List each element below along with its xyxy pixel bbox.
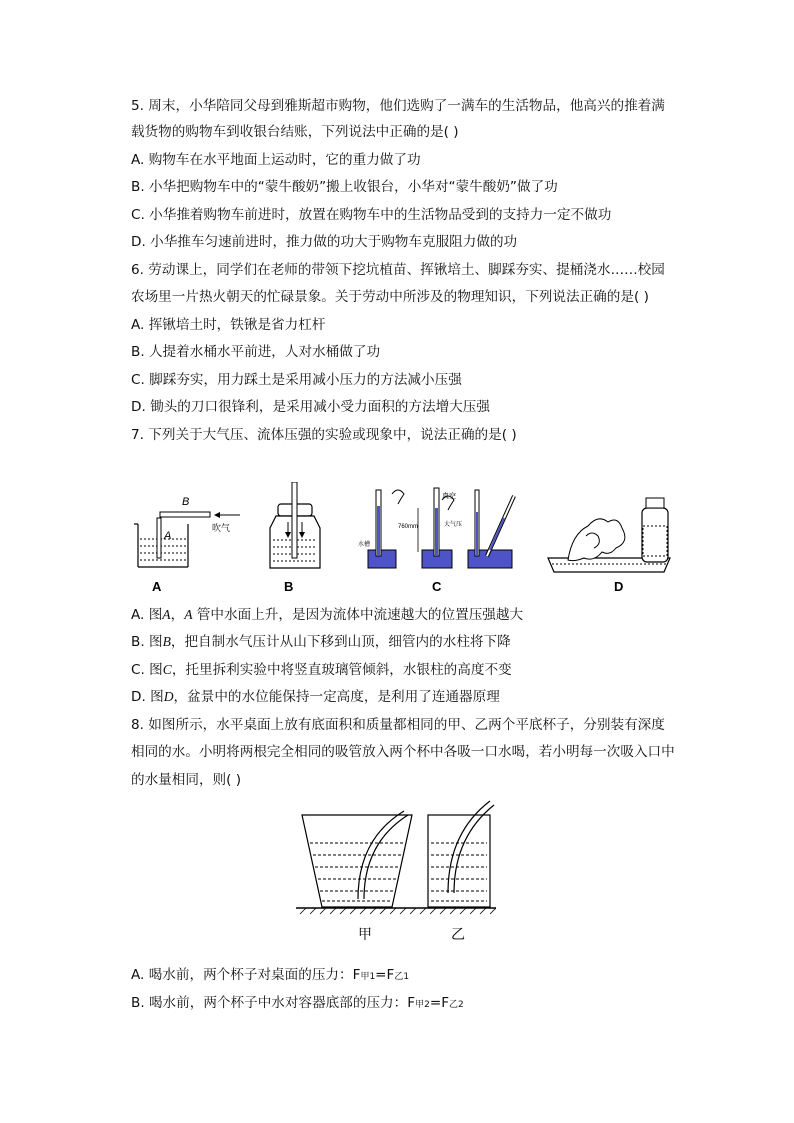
cup-jia xyxy=(302,811,412,907)
q5-option-d: D. 小华推车匀速前进时，推力做的功大于购物车克服阻力做的功 xyxy=(131,234,518,250)
figure-a-label: A xyxy=(152,579,162,594)
q8-option-a-subscript-2: 乙1 xyxy=(394,972,410,982)
cup-yi-label: 乙 xyxy=(451,926,465,942)
figure-a-tube-a-label: A xyxy=(164,530,172,542)
q5-stem-line1: 5. 周末，小华陪同父母到雅斯超市购物，他们选购了一满车的生活物品，他高兴的推着满 xyxy=(131,98,665,114)
cup-yi xyxy=(428,801,494,907)
q7-stem: 7. 下列关于大气压、流体压强的实验或现象中，说法正确的是( ) xyxy=(131,427,517,443)
figure-d-label: D xyxy=(614,579,624,594)
figure-c-atm-label: 大气压 xyxy=(444,522,463,528)
q5-stem-line2: 载货物的购物车到收银台结账，下列说法中正确的是( ) xyxy=(131,124,459,140)
q8-stem-line2: 相同的水。小明将两根完全相同的吸管放入两个杯中各吸一口水喝，若小明每一次吸入口中 xyxy=(131,744,675,760)
q7-option-a-tube-ref: A xyxy=(184,607,193,622)
q8-figure xyxy=(296,795,496,945)
q7-option-d: D. 图D，盆景中的水位能保持一定高度，是利用了连通器原理 xyxy=(131,689,500,705)
q5-option-c: C. 小华推着购物车前进时，放置在购物车中的生活物品受到的支持力一定不做功 xyxy=(131,207,612,223)
q6-stem-line2: 农场里一片热火朝天的忙碌景象。关于劳动中所涉及的物理知识，下列说法正确的是( ) xyxy=(131,289,649,305)
q7-option-a-fig-ref: A xyxy=(162,607,171,622)
figure-c-label: C xyxy=(432,579,442,594)
q8-option-b-subscript-2: 乙2 xyxy=(449,1000,464,1010)
q8-option-b: B. 喝水前，两个杯子中水对容器底部的压力：F甲2=F乙2 xyxy=(131,995,464,1011)
q5-option-a: A. 购物车在水平地面上运动时，它的重力做了功 xyxy=(131,152,421,168)
figure-b-label: B xyxy=(284,579,294,594)
cup-jia-label: 甲 xyxy=(358,926,372,942)
q7-option-a: A. 图A，A 管中水面上升，是因为流体中流速越大的位置压强越大 xyxy=(131,607,524,623)
q7-option-c-fig-ref: C xyxy=(162,662,172,677)
q7-option-b: B. 图B，把自制水气压计从山下移到山顶，细管内的水柱将下降 xyxy=(131,634,511,650)
figure-d-bonsai xyxy=(548,498,670,572)
q8-stem-line1: 8. 如图所示，水平桌面上放有底面积和质量都相同的甲、乙两个平底杯子，分别装有深度 xyxy=(131,717,665,733)
q6-option-c: C. 脚踩夯实，用力踩土是采用减小压力的方法减小压强 xyxy=(131,372,462,388)
figure-a-beaker xyxy=(134,512,240,567)
q7-option-c: C. 图C，托里拆利实验中将竖直玻璃管倾斜，水银柱的高度不变 xyxy=(131,662,512,678)
figure-a-blow-label: 吹气 xyxy=(212,523,231,533)
figure-a-tube-b-label: B xyxy=(182,496,190,508)
q5-option-b: B. 小华把购物车中的“蒙牛酸奶”搬上收银台，小华对“蒙牛酸奶”做了功 xyxy=(131,179,558,195)
figure-b-bottle xyxy=(270,482,320,568)
q7-figure xyxy=(130,482,690,597)
figure-c-water-tank-label: 水槽 xyxy=(358,542,371,548)
q6-option-d: D. 锄头的刀口很锋利，是采用减小受力面积的方法增大压强 xyxy=(131,399,490,415)
q8-option-a-subscript-1: 甲1 xyxy=(360,972,376,982)
q6-option-b: B. 人提着水桶水平前进，人对水桶做了功 xyxy=(131,344,381,360)
figure-c-760mm-label: 760mm xyxy=(398,524,419,530)
q6-option-a: A. 挥锹培土时，铁锹是省力杠杆 xyxy=(131,317,326,333)
q8-option-b-subscript-1: 甲2 xyxy=(415,1000,430,1010)
q7-option-d-fig-ref: D xyxy=(163,689,174,704)
q6-stem-line1: 6. 劳动课上，同学们在老师的带领下挖坑植苗、挥锹培土、脚踩夯实、提桶浇水……校园 xyxy=(131,262,665,278)
figure-c-torricelli xyxy=(368,488,514,568)
figure-c-vacuum-label: 真空 xyxy=(442,493,456,500)
q7-option-b-fig-ref: B xyxy=(162,634,171,649)
q8-stem-line3: 的水量相同，则( ) xyxy=(131,772,242,788)
q8-option-a: A. 喝水前，两个杯子对桌面的压力：F甲1=F乙1 xyxy=(131,967,410,983)
